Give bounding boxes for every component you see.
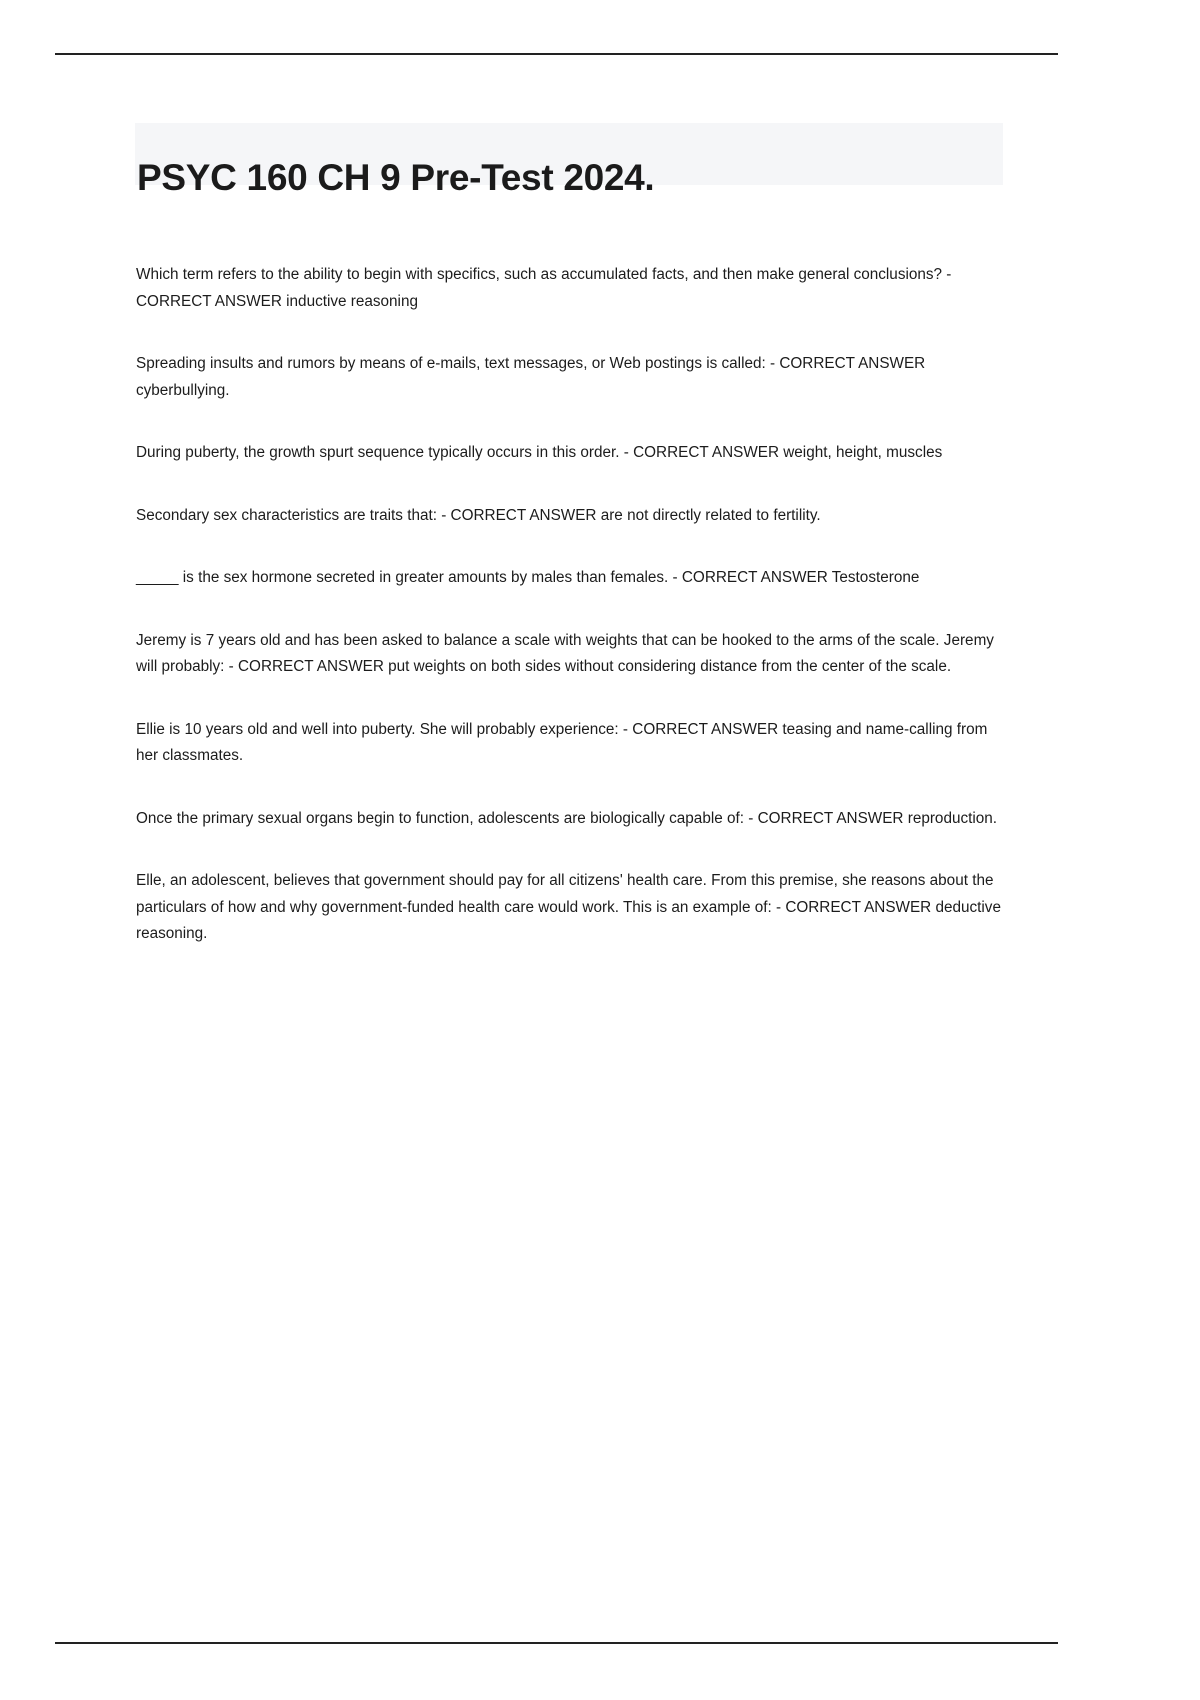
list-item: Spreading insults and rumors by means of e-mails, text messages, or Web postings is called: - CORRECT ANSWER cyberbullying. [136,355,926,399]
list-item: Once the primary sexual organs begin to function, adolescents are biologically capable of: - CORRECT ANSWER reproduction. [136,809,998,827]
list-item: _____ is the sex hormone secreted in greater amounts by males than females. - CORRECT ANSWER Testosterone [136,569,920,586]
question-answer-list [136,262,1004,948]
footer-divider [55,1642,1058,1644]
list-item: Secondary sex characteristics are traits that: - CORRECT ANSWER are not directly related to fertility. [136,506,821,524]
header-divider [55,53,1058,55]
list-item: Which term refers to the ability to begin with specifics, such as accumulated facts, and then make general conclusions? - CORRECT ANSWER inductive reasoning [136,266,952,310]
list-item: Elle, an adolescent, believes that government should pay for all citizens' health care. From this premise, she reasons about the particulars of how and why government-funded health care would work. This is an example of: - CORRECT ANSWER deductive reasoning. [136,872,1001,942]
list-item: Jeremy is 7 years old and has been asked to balance a scale with weights that can be hooked to the arms of the scale. Jeremy will probably: - CORRECT ANSWER put weights on both sides without considering distance from the center of the scale. [136,631,994,675]
list-item: During puberty, the growth spurt sequence typically occurs in this order. - CORRECT ANSWER weight, height, muscles [136,444,943,461]
page-title: PSYC 160 CH 9 Pre-Test 2024. [137,156,655,198]
list-item: Ellie is 10 years old and well into puberty. She will probably experience: - CORRECT ANSWER teasing and name-calling from her classmates. [136,720,988,764]
